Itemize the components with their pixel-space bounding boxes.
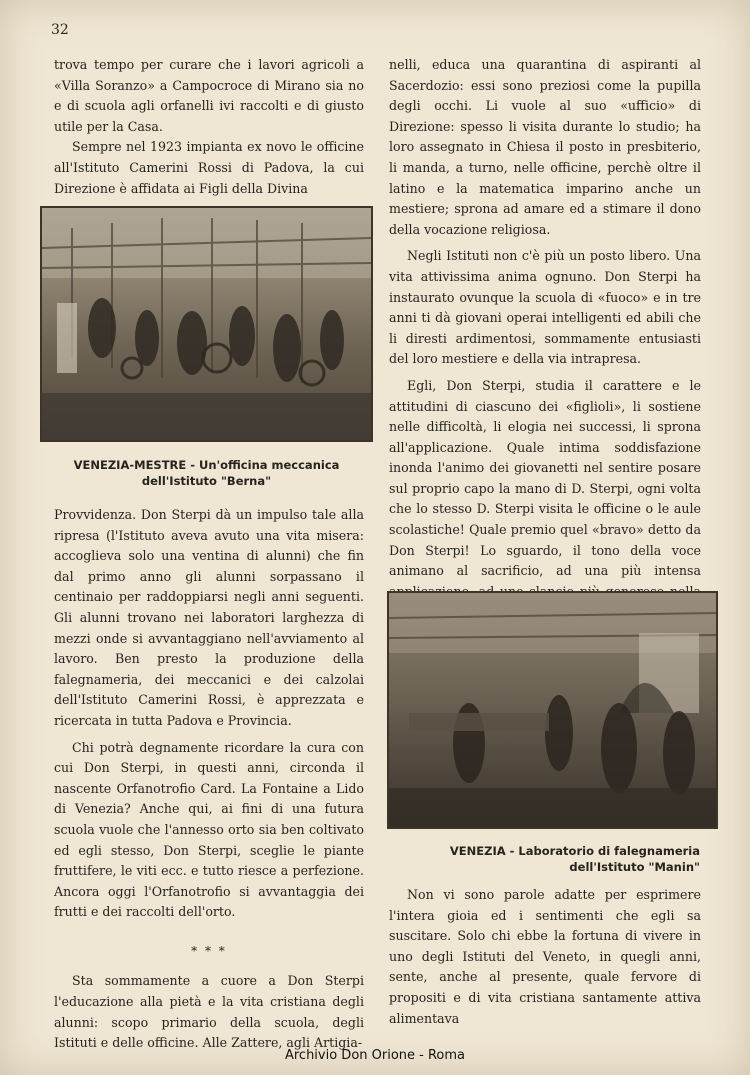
photo-caption-left xyxy=(44,457,369,489)
paragraph: nelli, educa una quarantina di aspiranti al Sacerdozio: essi sono preziosi come la pupilla degli occhi. Li vuole al suo «ufficio» di Direzione: spesso li visita durante lo studio; ha loro assegnato in Chiesa il posto in presbiterio, li manda, a turno, nelle officine, perchè oltre il latino e la matematica imparino anche un mestiere; sprona ad amare ed a stimare il dono della vocazione religiosa. xyxy=(389,57,701,237)
paragraph: Negli Istituti non c'è più un posto libero. Una vita attivissima anima ognuno. Don Sterpi ha instaurato ovunque la scuola di «fuoco» e in tre anni ti dà giovani operai intelligenti ed abili che li diresti ardimentosi, sommamente entusiasti del loro mestiere e della via intrapresa. xyxy=(389,248,701,367)
right-column-top xyxy=(389,55,701,623)
section-separator: * * * xyxy=(191,943,227,958)
left-column-bottom xyxy=(54,505,364,1054)
carpentry-illustration xyxy=(389,593,716,827)
paragraph: Non vi sono parole adatte per esprimere l'intera gioia ed i sentimenti che egli sa suscitare. Solo chi ebbe la fortuna di vivere in uno degli Istituti del Veneto, in quegli anni, sente, anche al presente, quale fervore di propositi e di vita cristiana santamente attiva alimentava xyxy=(389,887,701,1026)
right-column-bottom xyxy=(389,885,701,1029)
paragraph: trova tempo per curare che i lavori agricoli a «Villa Soranzo» a Campocroce di Mirano sia no e di scuola agli orfanelli ivi raccolti e di giusto utile per la Casa. xyxy=(54,57,364,134)
photo-mechanical-workshop xyxy=(40,206,373,442)
photo-caption-right xyxy=(400,843,700,875)
paragraph: Sempre nel 1923 impianta ex novo le officine all'Istituto Camerini Rossi di Padova, la cui Direzione è affidata ai Figli della Divina xyxy=(54,139,364,196)
workshop-illustration xyxy=(42,208,371,440)
photo-carpentry-workshop xyxy=(387,591,718,829)
caption-line: dell'Istituto "Manin" xyxy=(569,860,700,874)
page-number: 32 xyxy=(51,22,69,38)
caption-line: dell'Istituto "Berna" xyxy=(141,474,272,488)
paragraph: Sta sommamente a cuore a Don Sterpi l'educazione alla pietà e la vita cristiana degli alunni: scopo primario della scuola, degli Istituti e delle officine. Alle Zattere, agli Artigia- xyxy=(54,973,364,1051)
caption-line: VENEZIA-MESTRE - Un'officina meccanica xyxy=(73,458,340,472)
archive-footer: Archivio Don Orione - Roma xyxy=(284,1048,466,1063)
caption-line: VENEZIA - Laboratorio di falegnameria xyxy=(449,844,700,858)
paragraph: Provvidenza. Don Sterpi dà un impulso tale alla ripresa (l'Istituto aveva avuto una vita misera: accoglieva solo una ventina di alunni) che fin dal primo anno gli alunni sorpassano il centinaio per raddoppiarsi negli anni seguenti. Gli alunni trovano nei laboratori larghezza di mezzi onde si avvantaggiano nell'avviamento al lavoro. Ben presto la produzione della falegnameria, dei meccanici e dei calzolai dell'Istituto Camerini Rossi, è apprezzata e ricercata in tutta Padova e Provincia. xyxy=(54,507,364,728)
paragraph: Egli, Don Sterpi, studia il carattere e le attitudini di ciascuno dei «figlioli», li sostiene nelle difficoltà, li elogia nei successi, li sprona all'applicazione. Quale intima soddisfazione inonda l'animo dei giovanetti nel sentire posare sul proprio capo la mano di D. Sterpi, ogni volta che lo stesso D. Sterpi visita le officine o le aule scolastiche! Quale premio quel «bravo» detto da Don Sterpi! Lo sguardo, il tono della voce animano al sacrificio, ad una più intensa xyxy=(389,377,701,579)
left-column-top xyxy=(54,55,364,199)
paragraph: Chi potrà degnamente ricordare la cura con cui Don Sterpi, in questi anni, circonda il nascente Orfanotrofio Card. La Fontaine a Lido di Venezia? Anche qui, ai fini di una futura scuola vuole che l'annesso orto sia ben coltivato ed egli stesso, Don Sterpi, sceglie le piante fruttifere, le viti ecc. e tutto riesce a perfezione. Ancora oggi l'Orfanotrofio si avvantaggia dei frutti e dei raccolti dell'orto. xyxy=(54,739,364,920)
